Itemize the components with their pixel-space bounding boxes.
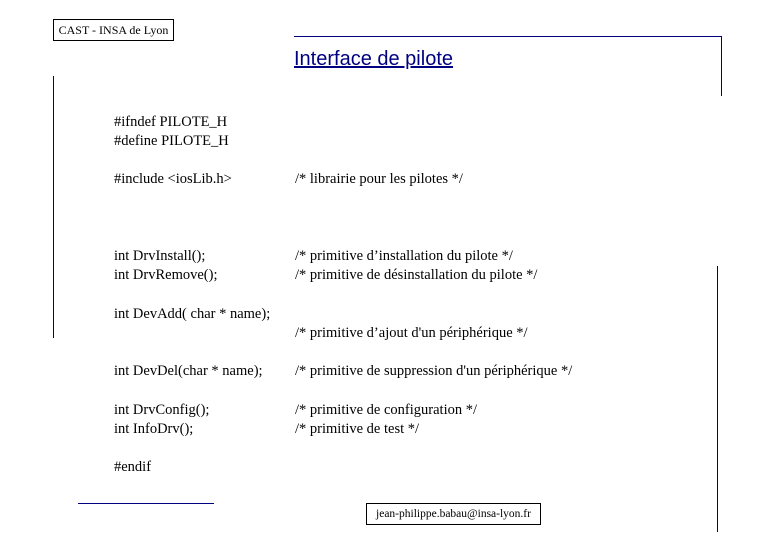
code-dev-del-comment: /* primitive de suppression d'un périphérique */ xyxy=(295,363,573,379)
code-dev-add: int DevAdd( char * name); xyxy=(114,306,271,322)
code-drv-config-comment: /* primitive de configuration */ xyxy=(295,402,478,418)
code-dev-add-comment: /* primitive d’ajout d'un périphérique */ xyxy=(295,325,528,341)
code-ifndef: #ifndef PILOTE_H xyxy=(114,114,228,130)
code-drv-remove: int DrvRemove(); xyxy=(114,267,218,283)
top-rule xyxy=(294,36,722,37)
code-drv-install: int DrvInstall(); xyxy=(114,248,206,264)
code-endif: #endif xyxy=(114,459,152,475)
bottom-left-rule xyxy=(78,503,214,504)
code-define: #define PILOTE_H xyxy=(114,133,229,149)
right-top-rule xyxy=(721,36,722,96)
code-drv-config: int DrvConfig(); xyxy=(114,402,210,418)
code-include-comment: /* librairie pour les pilotes */ xyxy=(295,171,463,187)
code-drv-install-comment: /* primitive d’installation du pilote */ xyxy=(295,248,513,264)
left-rule xyxy=(53,76,54,338)
page-title: Interface de pilote xyxy=(294,48,453,70)
code-info-drv-comment: /* primitive de test */ xyxy=(295,421,420,437)
header-label: CAST - INSA de Lyon xyxy=(53,19,174,41)
right-bottom-rule xyxy=(717,266,718,532)
code-dev-del: int DevDel(char * name); xyxy=(114,363,263,379)
code-include: #include <iosLib.h> xyxy=(114,171,232,187)
code-info-drv: int InfoDrv(); xyxy=(114,421,194,437)
code-drv-remove-comment: /* primitive de désinstallation du pilote */ xyxy=(295,267,538,283)
footer-email: jean-philippe.babau@insa-lyon.fr xyxy=(366,503,541,525)
